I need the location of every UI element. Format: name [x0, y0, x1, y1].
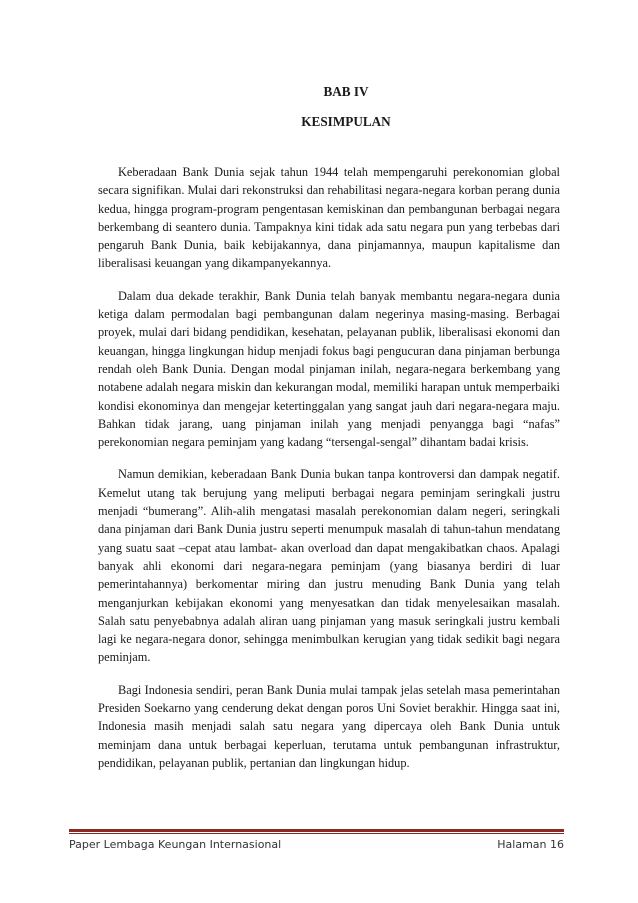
chapter-title: KESIMPULAN	[301, 114, 391, 129]
paragraph-4: Bagi Indonesia sendiri, peran Bank Dunia mulai tampak jelas setelah masa pemerintahan Presiden Soekarno yang cenderung dekat dengan poros Uni Soviet berakhir. Hingga saat ini, Indonesia masih menjadi salah satu negara yang dipercaya oleh Bank Dunia untuk meminjam dana untuk berbagai keperluan, terutama untuk pembangunan infrastruktur, pendidikan, pelayanan publik, pertanian dan lingkungan hidup.	[98, 682, 560, 770]
paragraph-2: Dalam dua dekade terakhir, Bank Dunia telah banyak membantu negara-negara dunia ketiga dalam permodalan bagi pembangunan dalam negerinya masing-masing. Berbagai proyek, mulai dari bidang pendidikan, kesehatan, pelayanan publik, liberalisasi ekonomi dan keuangan, hingga lingkungan hidup menjadi fokus bagi pengucuran dana pinjaman berbunga rendah oleh Bank Dunia. Dengan modal pinjaman inilah, negara-negara berkembang yang notabene adalah negara miskin dan kekurangan modal, memiliki harapan untuk memperbaiki kondisi ekonominya dan mengejar ketertinggalan yang sangat jauh dari negara-negara maju. Bahkan tidak jarang, uang pinjaman inilah yang menjadi penyangga bagi “nafas” perekonomian negara peminjam yang kadang “tersengal-sengal” dihantam badai krisis.	[98, 288, 560, 450]
body-text	[98, 163, 560, 786]
chapter-number: BAB IV	[323, 84, 369, 99]
footer-rule	[69, 829, 564, 832]
paragraph-3: Namun demikian, keberadaan Bank Dunia bukan tanpa kontroversi dan dampak negatif. Kemelut utang tak berujung yang meliputi berbagai negara peminjam seringkali justru menjadi “bumerang”. Alih-alih mengatasi masalah perekonomian dalam negeri, seringkali dana pinjaman dari Bank Dunia justru seperti menumpuk masalah di tahun-tahun mendatang yang suatu saat –cepat atau lambat- akan overload dan dapat mengakibatkan chaos. Apalagi banyak ahli ekonomi dari negara-negara peminjam (yang biasanya berdiri di luar pemerintahannya) berkomentar miring dan justru menuding Bank Dunia yang telah menganjurkan kebijakan ekonomi yang menyesatkan dan tidak menyelesaikan masalah. Salah satu penyebabnya adalah aliran uang pinjaman yang masuk seringkali justru kembali lagi ke negara-negara donor, sehingga menimbulkan kerugian yang tidak sedikit bagi negara peminjam.	[98, 467, 560, 665]
footer-rule-thin	[69, 833, 564, 834]
paragraph-1: Keberadaan Bank Dunia sejak tahun 1944 telah mempengaruhi perekonomian global secara signifikan. Mulai dari rekonstruksi dan rehabilitasi negara-negara korban perang dunia kedua, hingga program-program pengentasan kemiskinan dan pembangunan berbagai negara berkembang di seantero dunia. Tampaknya kini tidak ada satu negara pun yang terbebas dari pengaruh Bank Dunia, baik kebijakannya, dana pinjamannya, maupun kapitalisme dan liberalisasi keuangan yang dikampanyekannya.	[98, 165, 560, 271]
footer-page-number: Halaman 16	[497, 838, 564, 851]
footer-document-title: Paper Lembaga Keungan Internasional	[69, 838, 282, 851]
